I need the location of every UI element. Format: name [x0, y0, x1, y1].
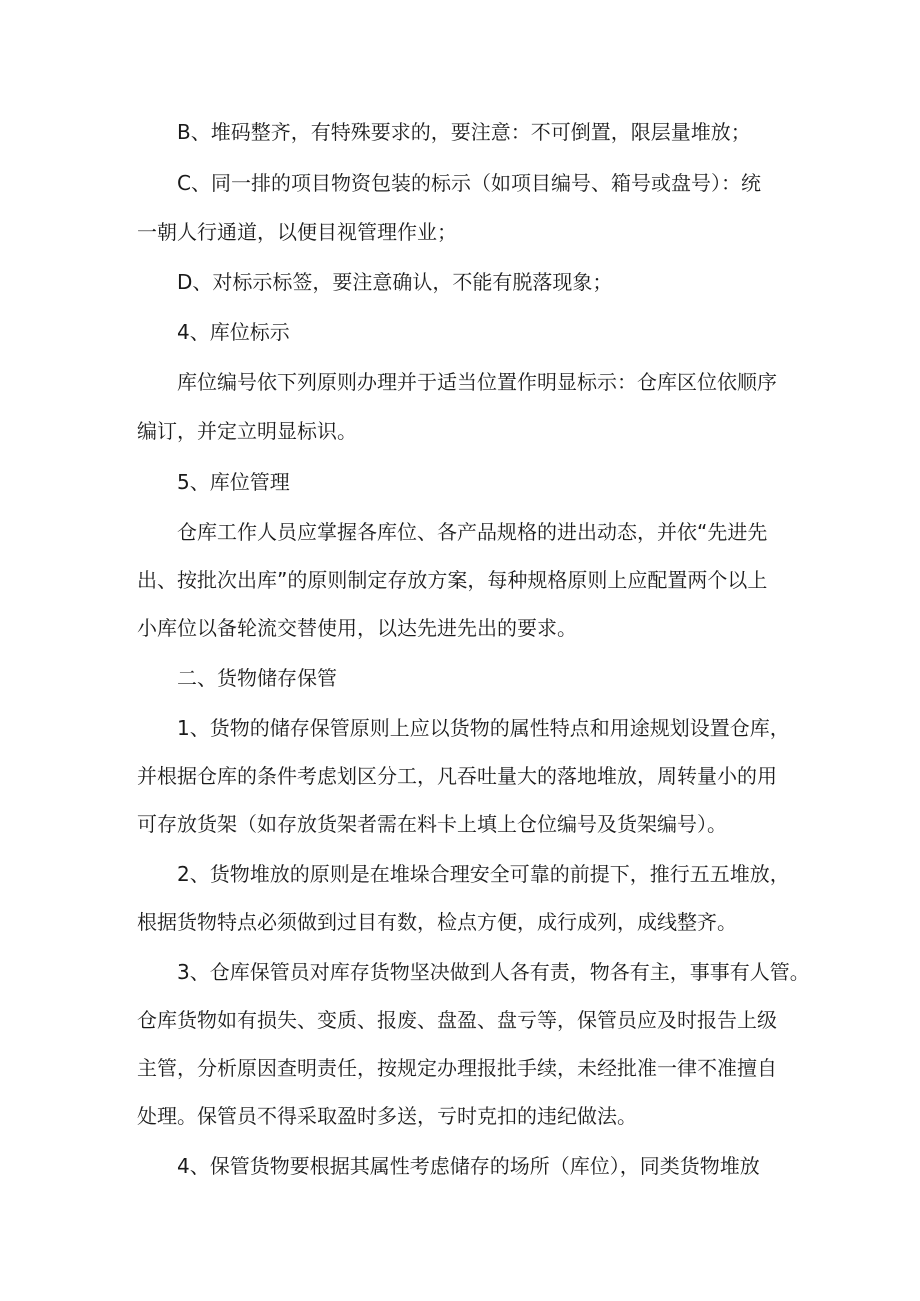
- text-line: 4、保管货物要根据其属性考虑储存的场所（库位），同类货物堆放: [177, 1154, 760, 1178]
- text-line: 一朝人行通道，以便目视管理作业；: [137, 220, 457, 244]
- text-line: 3、仓库保管员对库存货物坚决做到人各有责，物各有主，事事有人管。: [177, 960, 810, 984]
- text-line: 库位编号依下列原则办理并于适当位置作明显标示：仓库区位依顺序: [177, 370, 777, 394]
- text-line: 处理。保管员不得采取盈时多送，亏时克扣的违纪做法。: [137, 1104, 637, 1128]
- section-heading: 4、库位标示: [177, 320, 290, 344]
- text-line: C、同一排的项目物资包装的标示（如项目编号、箱号或盘号）：统: [177, 171, 761, 195]
- text-line: 可存放货架（如存放货架者需在料卡上填上仓位编号及货架编号）。: [137, 812, 727, 836]
- text-line: 1、货物的储存保管原则上应以货物的属性特点和用途规划设置仓库，: [177, 716, 790, 740]
- text-line: 编订，并定立明显标识。: [137, 419, 357, 443]
- text-line: 2、货物堆放的原则是在堆垛合理安全可靠的前提下，推行五五堆放，: [177, 862, 790, 886]
- text-line: 主管，分析原因查明责任，按规定办理报批手续，未经批准一律不准擅自: [137, 1056, 777, 1080]
- text-line: 并根据仓库的条件考虑划区分工，凡吞吐量大的落地堆放，周转量小的用: [137, 764, 777, 788]
- text-line: D、对标示标签，要注意确认，不能有脱落现象；: [177, 270, 613, 294]
- section-heading: 二、货物储存保管: [177, 666, 337, 690]
- section-heading: 5、库位管理: [177, 470, 290, 494]
- text-line: 出、按批次出库”的原则制定存放方案，每种规格原则上应配置两个以上: [137, 568, 768, 592]
- text-line: 根据货物特点必须做到过目有数，检点方便，成行成列，成线整齐。: [137, 910, 737, 934]
- text-line: 仓库工作人员应掌握各库位、各产品规格的进出动态，并依“先进先: [177, 520, 768, 544]
- text-line: 仓库货物如有损失、变质、报废、盘盈、盘亏等，保管员应及时报告上级: [137, 1008, 777, 1032]
- text-line: 小库位以备轮流交替使用，以达先进先出的要求。: [137, 616, 577, 640]
- text-line: B、堆码整齐，有特殊要求的，要注意：不可倒置，限层量堆放；: [177, 120, 751, 144]
